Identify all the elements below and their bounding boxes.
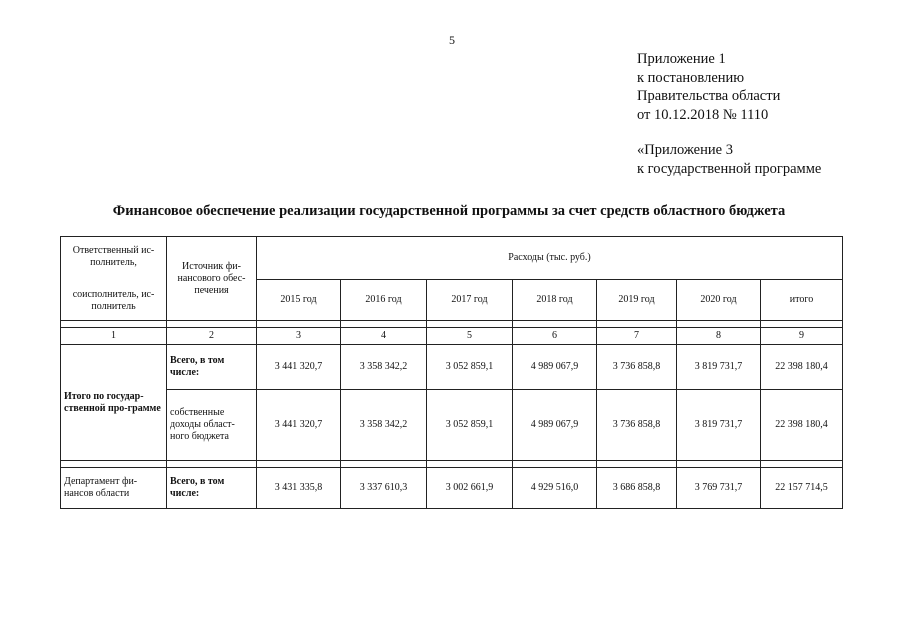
value-cell: 3 358 342,2 xyxy=(341,345,427,390)
column-number: 2 xyxy=(167,328,257,345)
separator-cell xyxy=(513,461,597,468)
separator-cell xyxy=(761,461,843,468)
appendix-line: Правительства области xyxy=(637,88,781,104)
table-row xyxy=(61,390,843,461)
column-number: 7 xyxy=(597,328,677,345)
table-row xyxy=(61,345,843,390)
column-number: 1 xyxy=(61,328,167,345)
value-cell: 3 819 731,7 xyxy=(677,345,761,390)
financing-table xyxy=(60,236,843,509)
separator-cell xyxy=(761,321,843,328)
responsible-cell: Итого по государ-ственной про-грамме xyxy=(61,345,167,461)
source-cell: Всего, в том числе: xyxy=(167,468,257,509)
separator-cell xyxy=(341,461,427,468)
value-cell: 3 819 731,7 xyxy=(677,390,761,461)
separator-cell xyxy=(257,461,341,468)
separator-cell xyxy=(61,461,167,468)
total-cell: 22 157 714,5 xyxy=(761,468,843,509)
column-number: 4 xyxy=(341,328,427,345)
header-expenses-text: Расходы (тыс. руб.) xyxy=(508,252,591,263)
header-source-text: Источник фи-нансового обес-печения xyxy=(177,260,246,296)
year-header: 2020 год xyxy=(677,280,761,321)
value-cell: 3 002 661,9 xyxy=(427,468,513,509)
value-cell: 3 686 858,8 xyxy=(597,468,677,509)
separator-cell xyxy=(513,321,597,328)
separator-cell xyxy=(167,321,257,328)
value-cell: 3 358 342,2 xyxy=(341,390,427,461)
responsible-cell: Департамент фи-нансов области xyxy=(61,468,167,509)
total-cell: 22 398 180,4 xyxy=(761,345,843,390)
header-responsible-line1: Ответственный ис-полнитель, xyxy=(72,244,155,268)
source-cell: собственные доходы област-ного бюджета xyxy=(167,390,257,461)
header-responsible-line2: соисполнитель, ис-полнитель xyxy=(72,288,155,312)
value-cell: 3 337 610,3 xyxy=(341,468,427,509)
column-number: 5 xyxy=(427,328,513,345)
separator-cell xyxy=(677,321,761,328)
value-cell: 3 736 858,8 xyxy=(597,390,677,461)
appendix-line: Приложение 1 xyxy=(637,51,726,67)
value-cell: 3 736 858,8 xyxy=(597,345,677,390)
spacer xyxy=(64,269,163,289)
column-number: 6 xyxy=(513,328,597,345)
year-header: 2017 год xyxy=(427,280,513,321)
column-number: 3 xyxy=(257,328,341,345)
value-cell: 3 769 731,7 xyxy=(677,468,761,509)
year-header: 2018 год xyxy=(513,280,597,321)
value-cell: 4 989 067,9 xyxy=(513,390,597,461)
value-cell: 3 431 335,8 xyxy=(257,468,341,509)
column-number-row xyxy=(61,328,843,345)
header-row xyxy=(61,237,843,280)
page-number: 5 xyxy=(449,33,455,47)
header-responsible xyxy=(61,237,167,321)
column-number: 8 xyxy=(677,328,761,345)
year-header: 2016 год xyxy=(341,280,427,321)
separator-cell xyxy=(597,461,677,468)
document-title: Финансовое обеспечение реализации государственной программы за счет средств областного бюджета xyxy=(112,203,786,219)
value-cell: 4 929 516,0 xyxy=(513,468,597,509)
value-cell: 3 441 320,7 xyxy=(257,390,341,461)
separator-cell xyxy=(61,321,167,328)
separator-cell xyxy=(257,321,341,328)
table-row xyxy=(61,468,843,509)
spacer xyxy=(637,124,821,141)
value-cell: 3 441 320,7 xyxy=(257,345,341,390)
year-header: 2019 год xyxy=(597,280,677,321)
total-cell: 22 398 180,4 xyxy=(761,390,843,461)
separator-cell xyxy=(427,461,513,468)
separator-cell xyxy=(597,321,677,328)
appendix-line: к государственной программе xyxy=(637,160,822,177)
appendix-header xyxy=(637,50,821,178)
separator-row xyxy=(61,321,843,328)
appendix-line: от 10.12.2018 № 1110 xyxy=(637,106,769,123)
total-header: итого xyxy=(761,280,843,321)
source-cell: Всего, в том числе: xyxy=(167,345,257,390)
appendix-line: «Приложение 3 xyxy=(637,142,733,158)
separator-cell xyxy=(427,321,513,328)
value-cell: 3 052 859,1 xyxy=(427,345,513,390)
header-expenses xyxy=(257,237,843,280)
value-cell: 4 989 067,9 xyxy=(513,345,597,390)
value-cell: 3 052 859,1 xyxy=(427,390,513,461)
column-number: 9 xyxy=(761,328,843,345)
separator-cell xyxy=(341,321,427,328)
year-header: 2015 год xyxy=(257,280,341,321)
separator-cell xyxy=(167,461,257,468)
separator-row xyxy=(61,461,843,468)
header-source xyxy=(167,237,257,321)
appendix-line: к постановлению xyxy=(637,69,745,86)
separator-cell xyxy=(677,461,761,468)
